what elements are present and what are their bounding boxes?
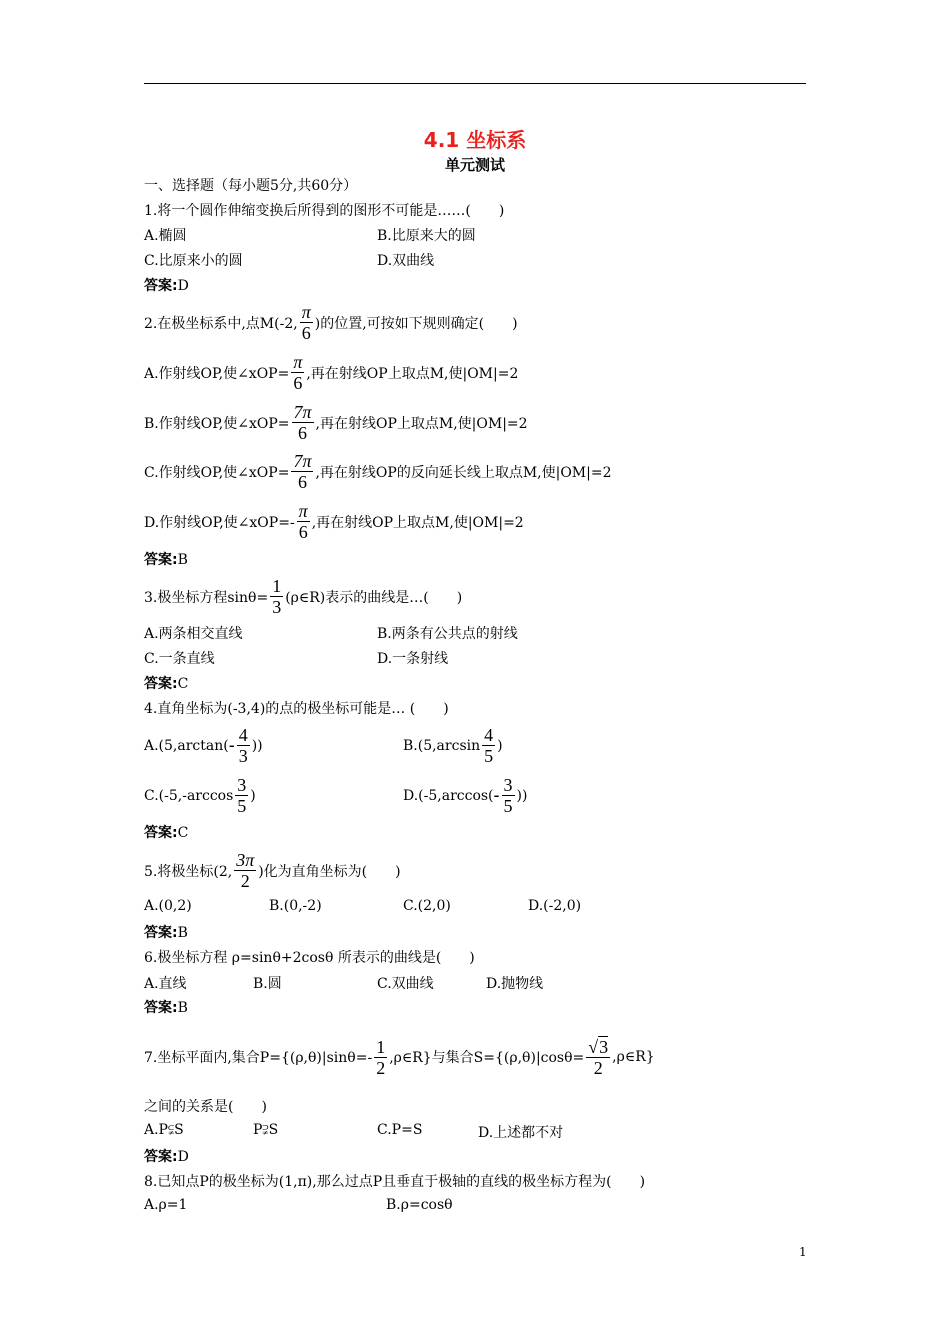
question-3-option-d: D.一条射线 — [377, 651, 449, 667]
question-7-option-b: P⫌S — [253, 1122, 279, 1138]
question-7-answer — [144, 1147, 189, 1167]
question-6-option-a: A.直线 — [144, 976, 187, 992]
numerator: 3 — [237, 775, 247, 795]
denominator: 6 — [297, 472, 307, 492]
stem-text: 2.在极坐标系中,点M(-2, — [144, 315, 298, 332]
fraction-7pi-over-6 — [292, 402, 314, 443]
question-4-option-a — [144, 725, 263, 766]
question-5-option-a: A.(0,2) — [144, 898, 192, 914]
minus-sign: - — [493, 785, 500, 805]
answer-label: 答案: — [144, 925, 178, 941]
option-text: A.作射线OP,使∠xOP= — [144, 365, 290, 382]
answer-value: B — [177, 925, 188, 941]
numerator: 7π — [293, 451, 312, 471]
question-5-answer — [144, 923, 188, 943]
question-6-option-d: D.抛物线 — [486, 976, 544, 992]
fraction-three-fifths — [235, 775, 248, 816]
option-text: B.作射线OP,使∠xOP= — [144, 415, 290, 432]
stem-text: 3.极坐标方程sinθ= — [144, 589, 269, 606]
minus-sign: - — [228, 735, 235, 755]
question-1-option-d: D.双曲线 — [377, 253, 435, 269]
question-4-option-b — [403, 725, 503, 766]
stem-text: )的位置,可按如下规则确定( ) — [314, 315, 518, 332]
document-title: 4.1 坐标系 — [423, 128, 527, 152]
answer-value: C — [177, 825, 189, 841]
stem-text: (ρ∈R)表示的曲线是…( ) — [285, 589, 463, 606]
fraction-four-thirds — [237, 725, 250, 766]
numerator: 1 — [376, 1036, 386, 1057]
fraction-three-fifths — [502, 775, 515, 816]
denominator: 5 — [237, 796, 247, 816]
stem-text: )化为直角坐标为( ) — [258, 863, 401, 880]
question-2-option-c — [144, 451, 612, 492]
question-6-option-b: B.圆 — [253, 976, 282, 992]
answer-label: 答案: — [144, 552, 178, 568]
numerator: 3 — [503, 775, 513, 795]
option-text: ,再在射线OP上取点M,使|OM|=2 — [306, 365, 519, 382]
numerator: √3 — [588, 1037, 609, 1057]
fraction-pi-over-6 — [300, 302, 313, 343]
numerator: 3π — [236, 850, 255, 870]
fraction-one-half — [374, 1037, 387, 1078]
numerator: 4 — [484, 725, 494, 745]
answer-label: 答案: — [144, 1149, 178, 1165]
fraction-one-third — [270, 576, 283, 617]
answer-value: D — [177, 278, 189, 294]
document-subtitle: 单元测试 — [444, 156, 505, 174]
stem-text: ,ρ∈R} — [612, 1049, 655, 1065]
numerator: 4 — [238, 725, 248, 745]
question-7-option-d: D.上述都不对 — [478, 1125, 564, 1141]
option-text: ,再在射线OP的反向延长线上取点M,使|OM|=2 — [315, 464, 612, 481]
answer-value: B — [177, 552, 188, 568]
question-1-option-a: A.椭圆 — [144, 228, 187, 244]
fraction-sqrt3-over-2 — [586, 1036, 610, 1078]
question-2-option-a — [144, 352, 518, 393]
option-text: ,再在射线OP上取点M,使|OM|=2 — [311, 514, 524, 531]
answer-value: D — [177, 1149, 189, 1165]
answer-label: 答案: — [144, 676, 178, 692]
question-6-option-c: C.双曲线 — [377, 976, 434, 992]
question-2-answer — [144, 550, 188, 570]
question-2-stem — [144, 302, 518, 343]
denominator: 3 — [238, 746, 248, 766]
question-3-option-a: A.两条相交直线 — [144, 626, 243, 642]
option-text: )) — [251, 737, 263, 754]
option-text: )) — [516, 787, 528, 804]
fraction-7pi-over-6 — [291, 451, 313, 492]
denominator: 6 — [293, 373, 303, 393]
option-text: B.(5,arcsin — [403, 737, 481, 754]
question-3-stem — [144, 576, 462, 617]
numerator: 7π — [293, 402, 312, 422]
question-8-stem: 8.已知点P的极坐标为(1,π),那么过点P且垂直于极轴的直线的极坐标方程为( ) — [144, 1174, 646, 1190]
question-4-answer — [144, 823, 188, 843]
denominator: 2 — [240, 871, 250, 891]
denominator: 5 — [503, 796, 513, 816]
section-heading: 一、选择题（每小题5分,共60分） — [144, 178, 358, 194]
question-5-option-b: B.(0,-2) — [269, 898, 322, 914]
question-7-option-c: C.P=S — [377, 1122, 423, 1138]
answer-value: C — [177, 676, 189, 692]
denominator: 6 — [301, 323, 311, 343]
numerator: π — [301, 302, 311, 322]
numerator: π — [293, 352, 303, 372]
header-rule — [144, 83, 806, 84]
option-text: ) — [497, 737, 503, 754]
answer-label: 答案: — [144, 825, 178, 841]
numerator: 1 — [272, 576, 282, 596]
option-text: D.作射线OP,使∠xOP=- — [144, 514, 295, 531]
question-2-option-d — [144, 501, 524, 542]
denominator: 6 — [298, 423, 308, 443]
answer-label: 答案: — [144, 1000, 178, 1016]
question-6-stem: 6.极坐标方程 ρ=sinθ+2cosθ 所表示的曲线是( ) — [144, 950, 475, 966]
stem-text: 7.坐标平面内,集合P={(ρ,θ)|sinθ=- — [144, 1050, 373, 1066]
question-2-option-b — [144, 402, 528, 443]
fraction-3pi-over-2 — [234, 850, 256, 891]
question-1-answer — [144, 276, 189, 296]
question-4-option-c — [144, 775, 256, 816]
denominator: 6 — [298, 522, 308, 542]
question-3-option-c: C.一条直线 — [144, 651, 215, 667]
stem-text: ,ρ∈R}与集合S={(ρ,θ)|cosθ= — [389, 1050, 585, 1066]
stem-text: 5.将极坐标(2, — [144, 863, 233, 880]
question-7-stem — [144, 1036, 655, 1078]
fraction-pi-over-6 — [297, 501, 310, 542]
option-text: A.(5,arctan( — [144, 737, 229, 754]
question-5-option-d: D.(-2,0) — [528, 898, 582, 914]
option-text: D.(-5,arccos( — [403, 787, 494, 804]
answer-label: 答案: — [144, 278, 178, 294]
question-5-option-c: C.(2,0) — [403, 898, 451, 914]
question-8-option-b: B.ρ=cosθ — [386, 1197, 453, 1213]
question-1-option-b: B.比原来大的圆 — [377, 228, 476, 244]
denominator: 2 — [376, 1057, 386, 1078]
denominator: 5 — [484, 746, 494, 766]
question-1-option-c: C.比原来小的圆 — [144, 253, 243, 269]
fraction-four-fifths — [482, 725, 495, 766]
question-7-stem-line2: 之间的关系是( ) — [144, 1099, 267, 1115]
question-7-option-a: A.P⫋S — [144, 1122, 184, 1138]
question-3-answer — [144, 674, 188, 694]
option-text: ,再在射线OP上取点M,使|OM|=2 — [315, 415, 528, 432]
radicand: 3 — [599, 1037, 609, 1057]
option-text: ) — [250, 787, 256, 804]
question-4-option-d — [403, 775, 527, 816]
question-1-stem: 1.将一个圆作伸缩变换后所得到的图形不可能是……( ) — [144, 203, 505, 219]
answer-value: B — [177, 1000, 188, 1016]
question-8-option-a: A.ρ=1 — [144, 1197, 188, 1213]
page-number: 1 — [799, 1245, 807, 1259]
question-5-stem — [144, 850, 401, 891]
numerator: π — [298, 501, 308, 521]
fraction-pi-over-6 — [291, 352, 304, 393]
question-4-stem: 4.直角坐标为(-3,4)的点的极坐标可能是… ( ) — [144, 701, 449, 717]
option-text: C.(-5,-arccos — [144, 787, 234, 804]
denominator: 2 — [593, 1058, 603, 1078]
denominator: 3 — [272, 597, 282, 617]
question-3-option-b: B.两条有公共点的射线 — [377, 626, 518, 642]
question-6-answer — [144, 998, 188, 1018]
option-text: C.作射线OP,使∠xOP= — [144, 464, 290, 481]
